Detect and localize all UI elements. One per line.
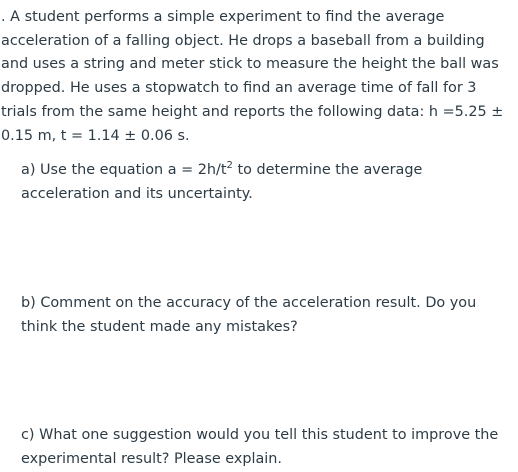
- question-part-c: c) What one suggestion would you tell this student to improve the experimental result? Please explain.: [21, 427, 499, 467]
- exponent: 2: [226, 160, 233, 172]
- question-part-a: [21, 159, 515, 206]
- question-part-a-suffix: to determine the average acceleration and its uncertainty.: [21, 162, 423, 202]
- question-part-a-prefix: a) Use the equation a = 2h/t: [21, 162, 227, 178]
- question-part-b: b) Comment on the accuracy of the acceleration result. Do you think the student made any mistakes?: [21, 295, 477, 335]
- problem-statement: . A student performs a simple experiment to find the average acceleration of a falling object. He drops a baseball from a building and uses a string and meter stick to measure the height the ball was dropped. He uses a stopwatch to find an average time of fall for 3 trials from the same height and reports the following data: h =5.25 ± 0.15 m, t = 1.14 ± 0.06 s.: [1, 9, 504, 144]
